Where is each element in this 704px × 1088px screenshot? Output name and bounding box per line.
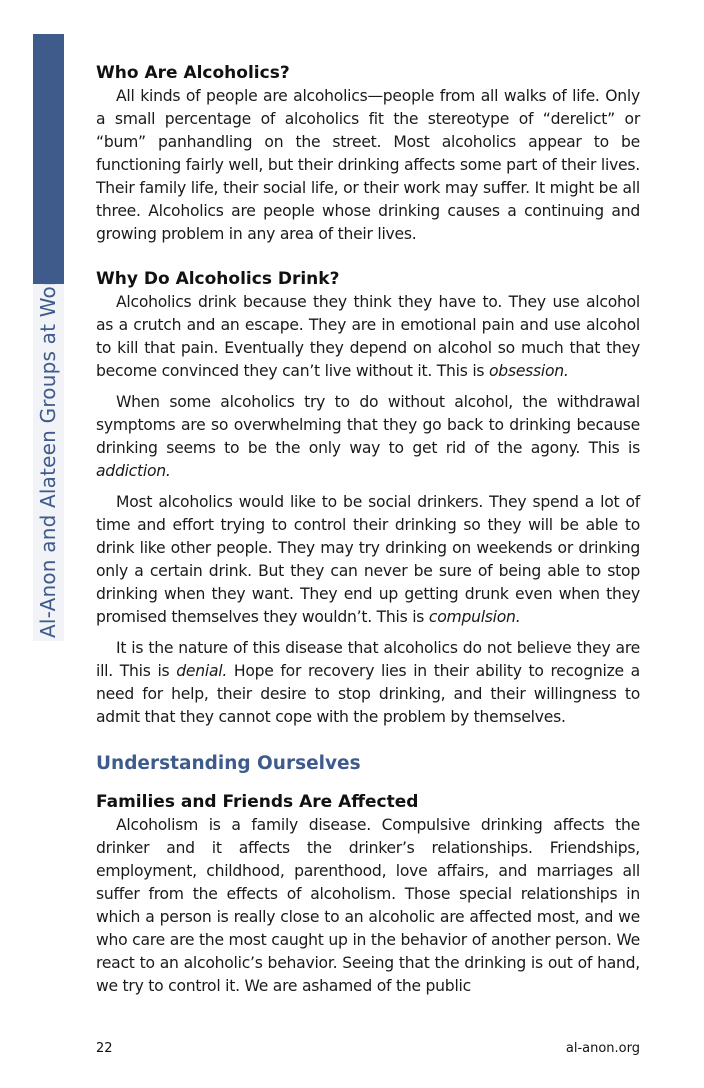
paragraph-why-4: It is the nature of this disease that alcoholics do not believe they are ill. This is denial. Hope for recovery lies in their ability to recognize a need for help, their desire to stop drinking, and their willingness to admit that they cannot cope with the problem by themselves. [96,639,640,726]
paragraph-why-2: When some alcoholics try to do without alcohol, the withdrawal symptoms are so overwhelming that they go back to drinking because drinking seems to be the only way to get rid of the agony. This is addiction. [96,393,640,480]
website-link[interactable]: al-anon.org [565,1041,640,1056]
paragraph-why-1: Alcoholics drink because they think they have to. They use alcohol as a crutch and an escape. They are in emotional pain and use alcohol to kill that pain. Eventually they depend on alcohol so much that they become convinced they can’t live without it. This is obsession. [96,293,640,380]
term-addiction: addiction. [96,462,171,480]
section-title-understanding-ourselves: Understanding Ourselves [96,753,361,774]
heading-who-are-alcoholics: Who Are Alcoholics? [96,63,290,83]
term-denial: denial. [176,662,228,680]
term-obsession: obsession. [489,362,569,380]
page-content [96,60,640,998]
paragraph-who-1: All kinds of people are alcoholics—people from all walks of life. Only a small percentage of alcoholics fit the stereotype of “derelict” or “bum” panhandling on the street. Most alcoholics appear to be functioning fairly well, but their drinking affects some part of their lives. Their family life, their social life, or their work may suffer. It might be all three. Alcoholics are people whose drinking causes a continuing and growing problem in any area of their lives. [96,87,640,243]
sidebar-title: Al-Anon and Alateen Groups at Work [36,265,60,638]
paragraph-families-1: Alcoholism is a family disease. Compulsive drinking affects the drinker and it affects the drinker’s relationships. Friendships, employment, childhood, parenthood, love affairs, and marriages all suffer from the effects of alcoholism. Those special relationships in which a person is really close to an alcoholic are affected most, and we who care are the most caught up in the behavior of another person. We react to an alcoholic’s behavior. Seeing that the drinking is out of hand, we try to control it. We are ashamed of the public [96,816,640,995]
heading-families-and-friends: Families and Friends Are Affected [96,792,419,812]
heading-why-do-alcoholics-drink: Why Do Alcoholics Drink? [96,269,340,289]
term-compulsion: compulsion. [428,608,521,626]
paragraph-why-3: Most alcoholics would like to be social drinkers. They spend a lot of time and effort trying to control their drinking so they will be able to drink like other people. They may try drinking on weekends or drinking only a certain drink. But they can never be sure of being able to stop drinking when they want. They end up getting drunk even when they promised themselves they wouldn’t. This is compulsion. [96,493,640,626]
page-number: 22 [96,1041,113,1056]
